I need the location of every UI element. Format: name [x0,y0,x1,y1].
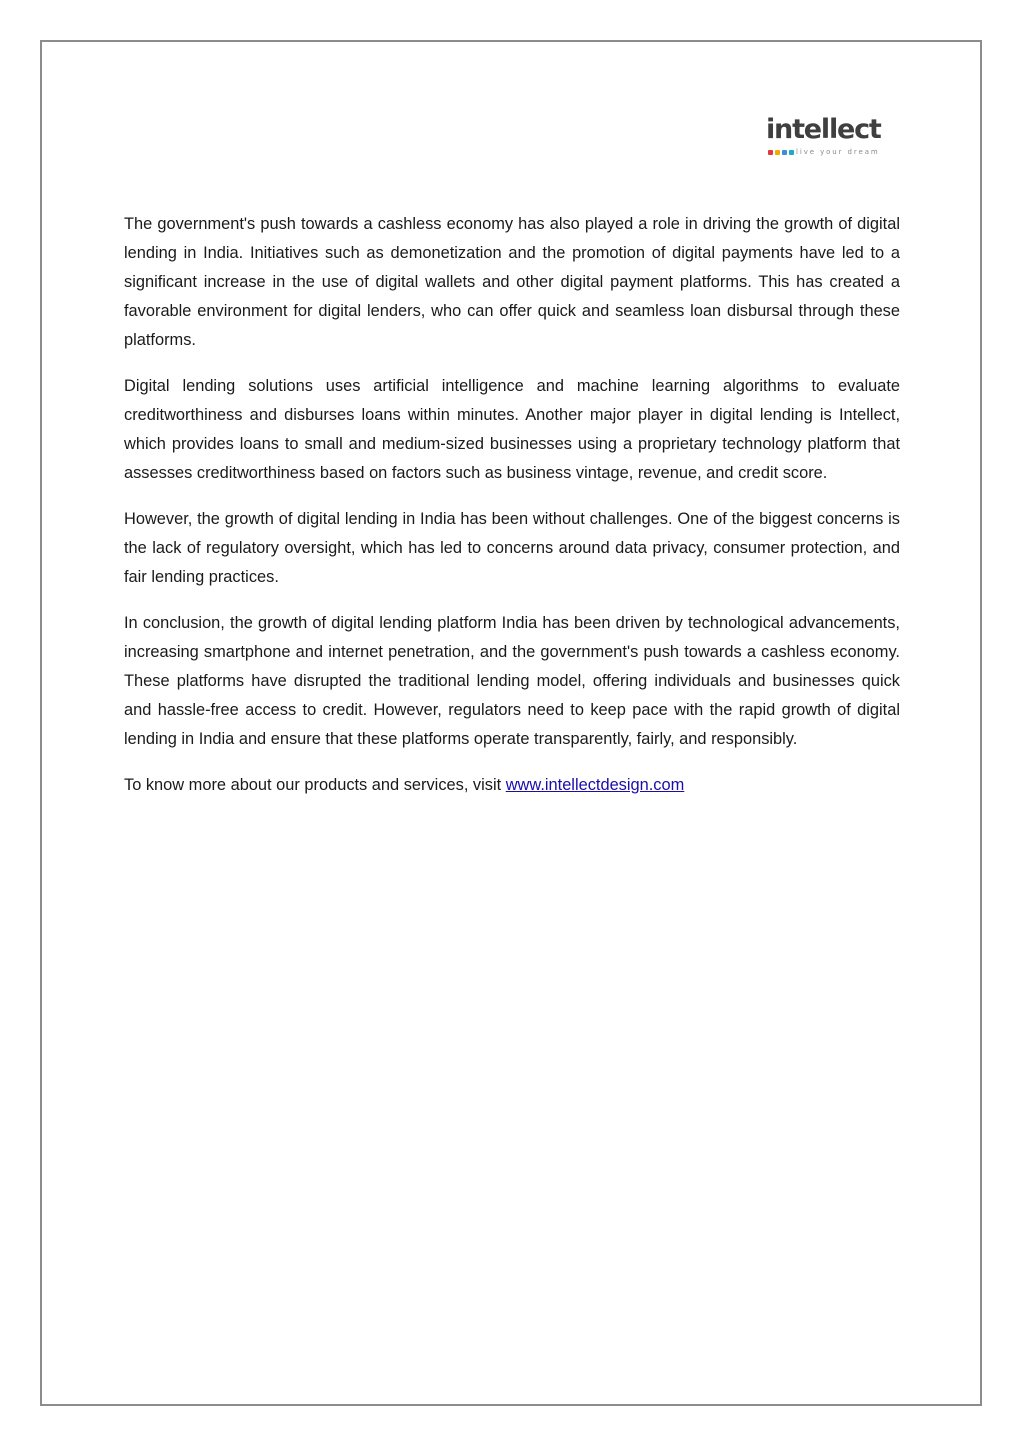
logo-tagline: live your dream [796,148,880,156]
paragraph-conclusion: In conclusion, the growth of digital lending platform India has been driven by technological advancements, increasing smartphone and internet penetration, and the government's push towards a cashless economy. These platforms have disrupted the traditional lending model, offering individuals and businesses quick and hassle-free access to credit. However, regulators need to keep pace with the rapid growth of digital lending in India and ensure that these platforms operate transparently, fairly, and responsibly. [124,614,900,748]
logo-dot-blue [782,150,787,155]
intellect-logo [766,114,896,162]
logo-dot-teal [789,150,794,155]
document-body [124,210,900,817]
logo-color-dots [768,150,794,155]
website-link[interactable]: www.intellectdesign.com [505,776,685,794]
logo-dot-yellow [775,150,780,155]
logo-wordmark: intellect [766,114,881,145]
paragraph-challenges: However, the growth of digital lending in India has been without challenges. One of the biggest concerns is the lack of regulatory oversight, which has led to concerns around data privacy, consumer protection, and fair lending practices. [124,510,900,586]
paragraph-digital-lending-solutions: Digital lending solutions uses artificial intelligence and machine learning algorithms to evaluate creditworthiness and disburses loans within minutes. Another major player in digital lending is Intellect, which provides loans to small and medium-sized businesses using a proprietary technology platform that assesses creditworthiness based on factors such as business vintage, revenue, and credit score. [124,377,900,482]
closing-line [124,771,900,800]
paragraph-cashless-economy: The government's push towards a cashless economy has also played a role in driving the growth of digital lending in India. Initiatives such as demonetization and the promotion of digital payments have led to a significant increase in the use of digital wallets and other digital payment platforms. This has created a favorable environment for digital lenders, who can offer quick and seamless loan disbursal through these platforms. [124,215,900,349]
logo-dot-red [768,150,773,155]
document-page [40,40,982,1406]
closing-text: To know more about our products and services, visit [124,776,506,794]
